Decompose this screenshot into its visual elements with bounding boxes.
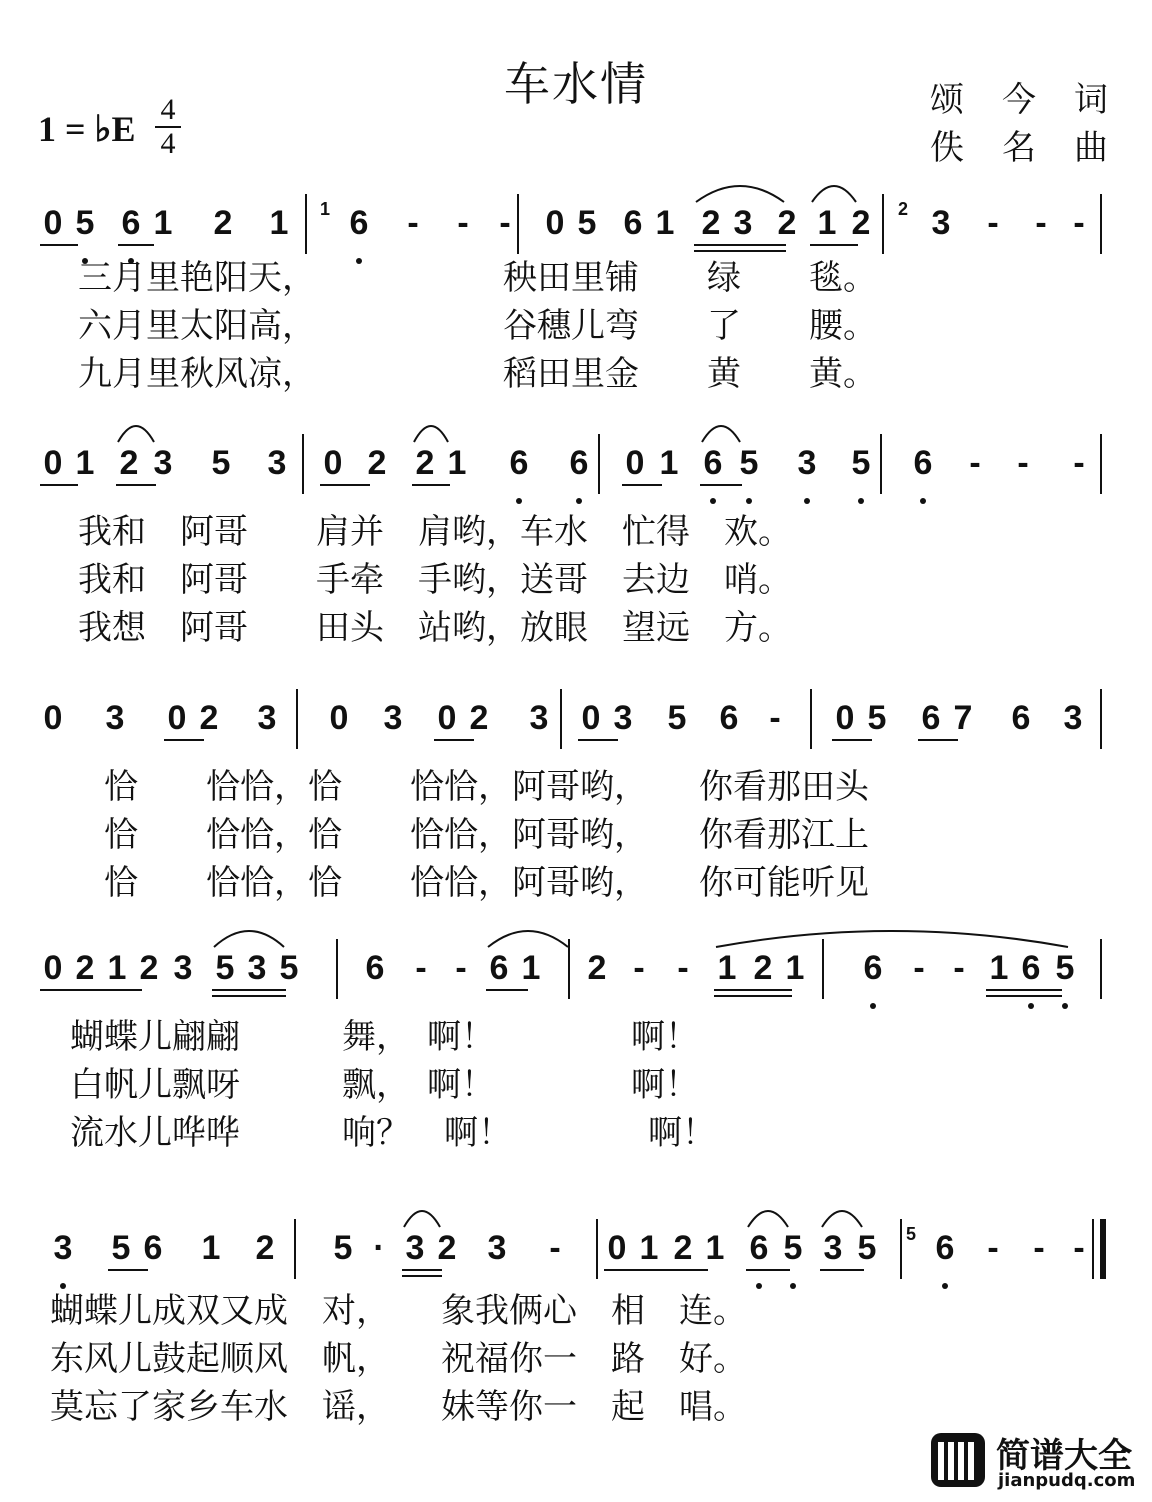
note: 3 <box>53 1229 73 1267</box>
note: 6 <box>489 949 509 987</box>
beam-line <box>622 484 662 486</box>
note: 6 <box>509 444 529 482</box>
beam-line <box>578 739 618 741</box>
note: 0 <box>607 1229 627 1267</box>
slur <box>118 426 154 442</box>
note: 5 <box>851 444 871 482</box>
note: 2 <box>255 1229 275 1267</box>
octave-dot <box>1062 1003 1068 1009</box>
octave-dot <box>516 498 522 504</box>
note: 5 <box>739 444 759 482</box>
octave-dot <box>804 498 810 504</box>
note: 0 <box>437 699 457 737</box>
watermark-url: jianpudq.com <box>998 1470 1136 1491</box>
octave-dot <box>60 1283 66 1289</box>
octave-dot <box>746 498 752 504</box>
note: 2 <box>777 204 797 242</box>
lyricist-credit: 颂今词 <box>930 80 1146 120</box>
duration-dash: - <box>987 1229 999 1267</box>
note: 1 <box>785 949 805 987</box>
lyric-verse-1: 蝴蝶儿成双又成 对， 象我俩心 相 连。 <box>50 1291 747 1331</box>
duration-dash: - <box>499 204 511 242</box>
slur <box>822 1211 862 1227</box>
duration-dash: - <box>953 949 965 987</box>
duration-dash: - <box>549 1229 561 1267</box>
note: 1 <box>521 949 541 987</box>
note: 0 <box>43 204 63 242</box>
note: 5 <box>333 1229 353 1267</box>
lyric-verse-2: 六月里太阳高， 谷穗儿弯 了 腰。 <box>78 306 877 346</box>
octave-dot <box>756 1283 762 1289</box>
octave-dot <box>942 1283 948 1289</box>
note: 3 <box>487 1229 507 1267</box>
duration-dash: - <box>677 949 689 987</box>
slur <box>488 931 568 947</box>
note: 5 <box>211 444 231 482</box>
beam-line-double <box>212 995 286 997</box>
note: 1 <box>989 949 1009 987</box>
note: 6 <box>703 444 723 482</box>
note: 2 <box>119 444 139 482</box>
duration-dash: - <box>987 204 999 242</box>
note: 2 <box>199 699 219 737</box>
note: 6 <box>121 204 141 242</box>
piano-logo-icon <box>930 1432 986 1488</box>
note: 1 <box>639 1229 659 1267</box>
note: 3 <box>733 204 753 242</box>
octave-dot <box>920 498 926 504</box>
slur <box>716 931 1068 947</box>
note: 3 <box>153 444 173 482</box>
note: · <box>373 1229 385 1267</box>
beam-line <box>604 1269 708 1271</box>
note: 2 <box>673 1229 693 1267</box>
slur <box>748 1211 788 1227</box>
duration-dash: - <box>455 949 467 987</box>
volta-marker: 1 <box>320 199 331 219</box>
lyric-verse-3: 流水儿哗哗 响？ 啊！ 啊！ <box>70 1113 716 1153</box>
octave-dot <box>576 498 582 504</box>
slur <box>812 186 856 202</box>
beam-line <box>108 1269 148 1271</box>
lyric-verse-3: 我想 阿哥 田头 站哟，放眼 望远 方。 <box>78 608 792 648</box>
note: 6 <box>365 949 385 987</box>
note: 5 <box>783 1229 803 1267</box>
slur-layer <box>30 671 1130 701</box>
duration-dash: - <box>1073 444 1085 482</box>
beam-line <box>40 484 78 486</box>
volta-marker: 5 <box>906 1224 917 1244</box>
duration-dash: - <box>1073 1229 1085 1267</box>
note: 0 <box>581 699 601 737</box>
note: 2 <box>367 444 387 482</box>
beam-line <box>412 484 450 486</box>
composer-credit: 佚名曲 <box>930 128 1146 168</box>
slur <box>702 426 740 442</box>
note: 5 <box>279 949 299 987</box>
note: 1 <box>269 204 289 242</box>
note: 5 <box>867 699 887 737</box>
note: 5 <box>667 699 687 737</box>
note: 3 <box>823 1229 843 1267</box>
lyric-verse-2: 我和 阿哥 手牵 手哟，送哥 去边 哨。 <box>78 560 792 600</box>
note: 0 <box>835 699 855 737</box>
note: 1 <box>75 444 95 482</box>
note: 6 <box>623 204 643 242</box>
beam-line <box>700 484 742 486</box>
note: 0 <box>545 204 565 242</box>
duration-dash: - <box>1035 204 1047 242</box>
note: 2 <box>851 204 871 242</box>
note: 3 <box>613 699 633 737</box>
octave-dot <box>870 1003 876 1009</box>
staff-line-4 <box>30 935 1130 1175</box>
note: 5 <box>1055 949 1075 987</box>
beam-line <box>320 484 370 486</box>
note: 2 <box>415 444 435 482</box>
note: 1 <box>107 949 127 987</box>
octave-dot <box>1028 1003 1034 1009</box>
beam-line <box>40 244 78 246</box>
duration-dash: - <box>457 204 469 242</box>
duration-dash: - <box>769 699 781 737</box>
duration-dash: - <box>969 444 981 482</box>
octave-dot <box>858 498 864 504</box>
note: 1 <box>705 1229 725 1267</box>
note: 0 <box>43 444 63 482</box>
note: 1 <box>153 204 173 242</box>
beam-line-double <box>986 995 1062 997</box>
beam-line <box>118 244 154 246</box>
note: 3 <box>105 699 125 737</box>
lyric-verse-3: 恰 恰恰，恰 恰恰，阿哥哟， 你可能听见 <box>104 863 869 903</box>
beam-line-double <box>402 1275 442 1277</box>
note: 3 <box>173 949 193 987</box>
slur <box>414 426 448 442</box>
note: 3 <box>267 444 287 482</box>
note: 6 <box>935 1229 955 1267</box>
lyric-verse-2: 恰 恰恰，恰 恰恰，阿哥哟， 你看那江上 <box>104 815 869 855</box>
note: 1 <box>817 204 837 242</box>
note: 1 <box>659 444 679 482</box>
lyric-verse-2: 东风儿鼓起顺风 帆， 祝福你一 路 好。 <box>50 1339 747 1379</box>
beam-line <box>40 989 142 991</box>
note: 0 <box>43 949 63 987</box>
beam-line <box>212 989 286 991</box>
slur-layer <box>30 416 1130 446</box>
beam-line-double <box>714 995 792 997</box>
beam-line-double <box>694 250 786 252</box>
duration-dash: - <box>1073 204 1085 242</box>
lyric-verse-3: 九月里秋风凉， 稻田里金 黄 黄。 <box>78 354 877 394</box>
note: 6 <box>349 204 369 242</box>
note: 6 <box>863 949 883 987</box>
note: 3 <box>247 949 267 987</box>
note: 6 <box>143 1229 163 1267</box>
key-signature: 1 = ♭E <box>38 109 136 149</box>
duration-dash: - <box>633 949 645 987</box>
volta-marker: 2 <box>898 199 909 219</box>
beam-line <box>402 1269 442 1271</box>
slur-layer <box>30 1201 1130 1231</box>
beam-line <box>714 989 792 991</box>
note: 0 <box>43 699 63 737</box>
beam-line <box>434 739 474 741</box>
note: 5 <box>111 1229 131 1267</box>
note: 3 <box>797 444 817 482</box>
note: 2 <box>75 949 95 987</box>
beam-line <box>986 989 1062 991</box>
octave-dot <box>710 498 716 504</box>
beam-line <box>810 244 858 246</box>
note: 0 <box>329 699 349 737</box>
slur <box>404 1211 440 1227</box>
note: 6 <box>1011 699 1031 737</box>
duration-dash: - <box>1017 444 1029 482</box>
slur <box>214 931 284 947</box>
beam-line <box>820 1269 864 1271</box>
note: 0 <box>323 444 343 482</box>
lyric-verse-3: 莫忘了家乡车水 谣， 妹等你一 起 唱。 <box>50 1387 747 1427</box>
staff-line-3 <box>30 685 1130 915</box>
note: 1 <box>717 949 737 987</box>
lyric-verse-1: 恰 恰恰，恰 恰恰，阿哥哟， 你看那田头 <box>104 767 869 807</box>
note: 5 <box>75 204 95 242</box>
note: 3 <box>1063 699 1083 737</box>
note: 2 <box>701 204 721 242</box>
slur-layer <box>30 176 1130 206</box>
beam-line <box>746 1269 790 1271</box>
note: 1 <box>447 444 467 482</box>
note: 5 <box>215 949 235 987</box>
staff-line-2 <box>30 430 1130 660</box>
note: 3 <box>257 699 277 737</box>
note: 2 <box>587 949 607 987</box>
note: 2 <box>753 949 773 987</box>
duration-dash: - <box>407 204 419 242</box>
time-signature-top: 4 <box>160 93 176 126</box>
duration-dash: - <box>415 949 427 987</box>
slur-layer <box>30 921 1130 951</box>
beam-line <box>918 739 958 741</box>
note: 3 <box>383 699 403 737</box>
note: 5 <box>577 204 597 242</box>
octave-dot <box>790 1283 796 1289</box>
note: 6 <box>719 699 739 737</box>
staff-line-1 <box>30 190 1130 420</box>
beam-line <box>832 739 872 741</box>
note: 7 <box>953 699 973 737</box>
note: 3 <box>931 204 951 242</box>
watermark-name: 简谱大全 <box>996 1436 1132 1476</box>
note: 2 <box>437 1229 457 1267</box>
lyric-verse-1: 我和 阿哥 肩并 肩哟，车水 忙得 欢。 <box>78 512 792 552</box>
note: 1 <box>201 1229 221 1267</box>
note: 6 <box>921 699 941 737</box>
note: 6 <box>1021 949 1041 987</box>
beam-line <box>694 244 786 246</box>
note: 6 <box>913 444 933 482</box>
note: 3 <box>405 1229 425 1267</box>
note: 2 <box>139 949 159 987</box>
note: 1 <box>655 204 675 242</box>
lyric-verse-2: 白帆儿飘呀 飘， 啊！ 啊！ <box>70 1065 699 1105</box>
staff-line-5 <box>30 1215 1130 1445</box>
beam-line <box>116 484 156 486</box>
duration-dash: - <box>913 949 925 987</box>
beam-line <box>164 739 204 741</box>
slur <box>696 186 784 202</box>
note: 0 <box>625 444 645 482</box>
note: 6 <box>569 444 589 482</box>
beam-line <box>486 989 528 991</box>
lyric-verse-1: 蝴蝶儿翩翩 舞， 啊！ 啊！ <box>70 1017 699 1057</box>
note: 6 <box>749 1229 769 1267</box>
time-signature-bottom: 4 <box>160 127 176 160</box>
note: 5 <box>857 1229 877 1267</box>
lyric-verse-1: 三月里艳阳天， 秧田里铺 绿 毯。 <box>78 258 877 298</box>
note: 2 <box>469 699 489 737</box>
duration-dash: - <box>1033 1229 1045 1267</box>
note: 0 <box>167 699 187 737</box>
time-signature <box>148 93 188 160</box>
note: 2 <box>213 204 233 242</box>
song-title: 车水情 <box>504 57 648 111</box>
note: 3 <box>529 699 549 737</box>
